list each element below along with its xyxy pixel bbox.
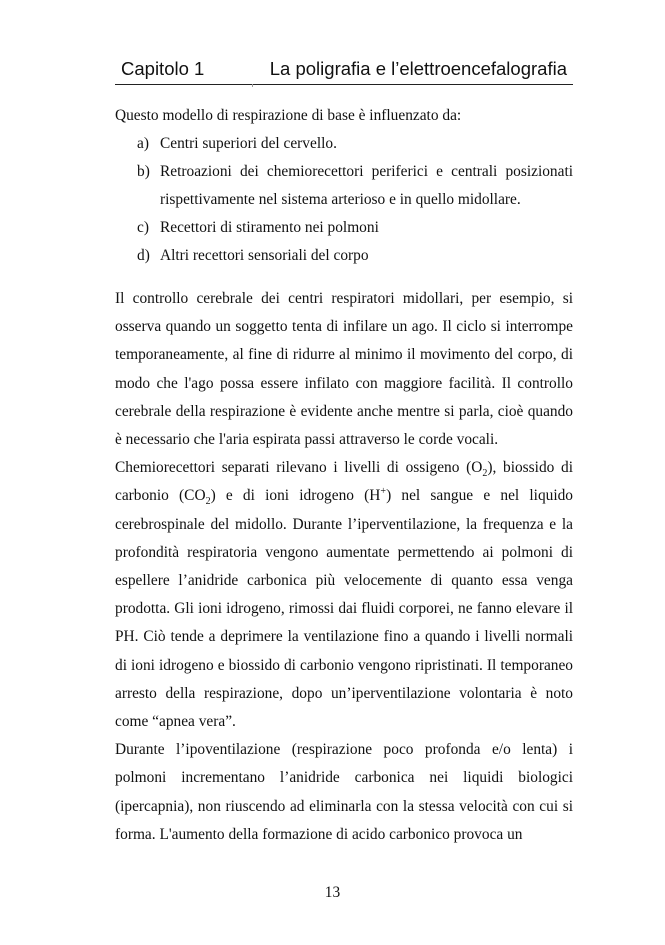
running-header — [115, 54, 573, 84]
list-item-text: Altri recettori sensoriali del corpo — [160, 247, 369, 264]
list-item — [115, 130, 573, 158]
list-item — [115, 214, 573, 242]
subscript: 2 — [205, 496, 211, 508]
list-item-text: Recettori di stiramento nei polmoni — [160, 219, 379, 236]
list-item — [115, 158, 573, 214]
body-text — [115, 102, 573, 849]
page-number: 13 — [324, 884, 341, 901]
header-rule-mark — [252, 84, 253, 87]
influence-list — [115, 130, 573, 270]
text-run: ) e di ioni idrogeno (H — [210, 487, 381, 505]
paragraph-hypoventilation: Durante l’ipoventilazione (respirazione poco profonda e/o lenta) i polmoni incrementano l’anidride carbonica nei liquidi biologici (ipercapnia), non riuscendo ad eliminarla con la stessa velocità con cui si forma. L'aumento della formazione di acido carbonico provoca un — [115, 741, 573, 843]
list-marker: d) — [137, 247, 150, 264]
list-marker: a) — [137, 135, 149, 152]
header-rule — [115, 84, 573, 85]
list-item — [115, 242, 573, 270]
superscript: + — [380, 486, 387, 498]
text-run: ) nel sangue e nel liquido cerebrospinale del midollo. Durante l’iperventilazione, la frequenza e la profondità respiratoria vengono aumentate permettendo ai polmoni di espellere l’anidride carbonica più velocemente di quanto essa venga prodotta. Gli ioni idrogeno, rimossi dai fluidi corporei, ne fanno elevare il PH. Ciò tende a deprimere la ventilazione fino a quando i livelli normali di ioni idrogeno e biossido di carbonio vengono ripristinati. Il temporaneo arresto della respirazione, dopo un’iperventilazione volontaria è noto come “apnea vera”. — [115, 487, 573, 731]
list-item-text: Retroazioni dei chemiorecettori periferici e centrali posizionati rispettivamente nel sistema arterioso e in quello midollare. — [160, 163, 573, 208]
chapter-label: Capitolo 1 — [121, 58, 205, 79]
intro-sentence: Questo modello di respirazione di base è influenzato da: — [115, 107, 462, 124]
subscript: 2 — [482, 468, 488, 480]
list-marker: c) — [137, 219, 149, 236]
paragraph-cerebral-control: Il controllo cerebrale dei centri respiratori midollari, per esempio, si osserva quando un soggetto tenta di infilare un ago. Il ciclo si interrompe temporaneamente, al fine di ridurre al minimo il movimento del corpo, di modo che l'ago possa essere infilato con maggiore facilità. Il controllo cerebrale della respirazione è evidente anche mentre si parla, cioè quando è necessario che l'aria espirata passi attraverso le corde vocali. — [115, 290, 573, 449]
paragraph-chemoreceptors — [115, 454, 573, 736]
list-item-text: Centri superiori del cervello. — [160, 135, 337, 152]
list-marker: b) — [137, 163, 150, 180]
chapter-title: La poligrafia e l’elettroencefalografia — [269, 58, 567, 79]
text-run: ), biossido di carbonio (CO — [115, 459, 573, 505]
text-run: Chemiorecettori separati rilevano i livelli di ossigeno (O — [115, 459, 483, 477]
